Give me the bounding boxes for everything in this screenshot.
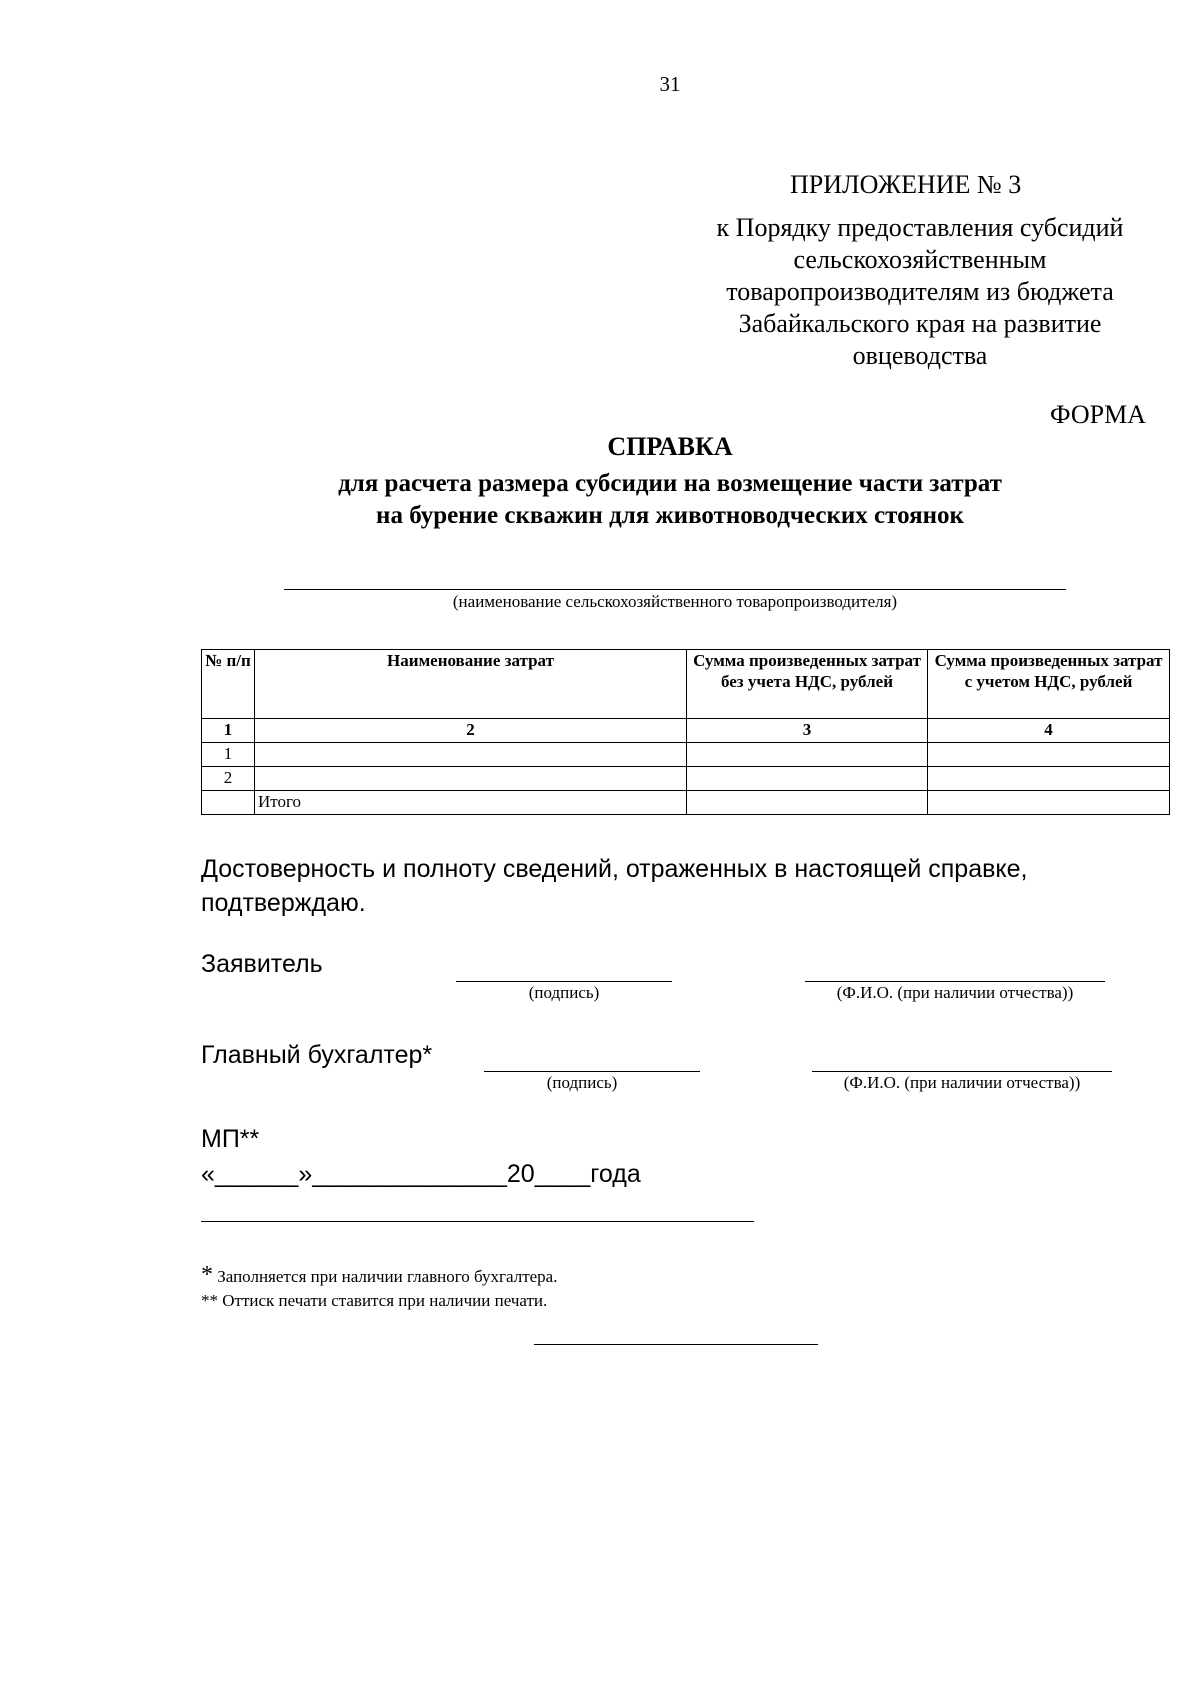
total-with-vat-cell[interactable] (928, 791, 1170, 815)
column-number: 2 (255, 719, 687, 743)
table-header-row (202, 650, 1170, 719)
chief-accountant-signature-blank[interactable] (484, 1071, 700, 1072)
total-label: Итого (255, 791, 687, 815)
appendix-reference-line: сельскохозяйственным (793, 245, 1047, 274)
sum-without-vat-cell[interactable] (687, 743, 928, 767)
chief-accountant-signature-caption: (подпись) (546, 1073, 618, 1092)
document-title: СПРАВКА (607, 432, 733, 461)
appendix-reference-line: Забайкальского края на развитие (738, 309, 1102, 338)
end-separator (534, 1344, 818, 1345)
subtitle-line: для расчета размера субсидии на возмещение части затрат (338, 470, 1002, 497)
cost-name-cell[interactable] (255, 767, 687, 791)
row-number: 2 (202, 767, 255, 791)
applicant-name-blank[interactable] (805, 981, 1105, 982)
form-label: ФОРМА (1050, 400, 1146, 429)
confirmation-text: Достоверность и полноту сведений, отраженных в настоящей справке, подтверждаю. (201, 855, 1028, 917)
applicant-signature-blank[interactable] (456, 981, 672, 982)
applicant-label: Заявитель (201, 950, 323, 978)
document-subtitle (0, 468, 1200, 532)
header-sum-without-vat: Сумма произведенных затрат без учета НДС, рублей (687, 650, 928, 719)
header-cost-name: Наименование затрат (255, 650, 687, 719)
table-row (202, 767, 1170, 791)
cost-name-cell[interactable] (255, 743, 687, 767)
date-line[interactable]: «______»______________20____года (201, 1160, 641, 1188)
chief-accountant-label: Главный бухгалтер* (201, 1041, 433, 1069)
footnote-1-text: Заполняется при наличии главного бухгалтера. (213, 1267, 558, 1286)
column-number: 4 (928, 719, 1170, 743)
sum-with-vat-cell[interactable] (928, 767, 1170, 791)
footnote-separator (201, 1221, 754, 1222)
table-total-row (202, 791, 1170, 815)
page-number: 31 (659, 72, 681, 96)
footnote-2: ** Оттиск печати ставится при наличии печати. (201, 1291, 548, 1310)
column-numbers-row (202, 719, 1170, 743)
chief-accountant-name-blank[interactable] (812, 1071, 1112, 1072)
appendix-reference-line: товаропроизводителям из бюджета (726, 277, 1114, 306)
applicant-signature-caption: (подпись) (528, 983, 600, 1002)
footnote-1 (201, 1262, 557, 1289)
appendix-reference-line: овцеводства (852, 341, 988, 370)
table-row (202, 743, 1170, 767)
header-sum-with-vat: Сумма произведенных затрат с учетом НДС, рублей (928, 650, 1170, 719)
sum-with-vat-cell[interactable] (928, 743, 1170, 767)
header-number: № п/п (202, 650, 255, 719)
costs-table (201, 649, 1170, 815)
sum-without-vat-cell[interactable] (687, 767, 928, 791)
subtitle-line: на бурение скважин для животноводческих стоянок (376, 502, 964, 529)
appendix-reference (680, 212, 1160, 372)
chief-accountant-name-caption: (Ф.И.О. (при наличии отчества)) (843, 1073, 1081, 1092)
column-number: 1 (202, 719, 255, 743)
total-without-vat-cell[interactable] (687, 791, 928, 815)
appendix-title: ПРИЛОЖЕНИЕ № 3 (790, 170, 1022, 199)
producer-name-caption: (наименование сельскохозяйственного товаропроизводителя) (452, 592, 898, 611)
applicant-name-caption: (Ф.И.О. (при наличии отчества)) (836, 983, 1074, 1002)
producer-name-blank[interactable] (284, 589, 1066, 590)
row-number (202, 791, 255, 815)
row-number: 1 (202, 743, 255, 767)
column-number: 3 (687, 719, 928, 743)
stamp-label: МП** (201, 1125, 260, 1153)
footnote-1-mark: * (201, 1262, 213, 1288)
appendix-reference-line: к Порядку предоставления субсидий (716, 213, 1124, 242)
